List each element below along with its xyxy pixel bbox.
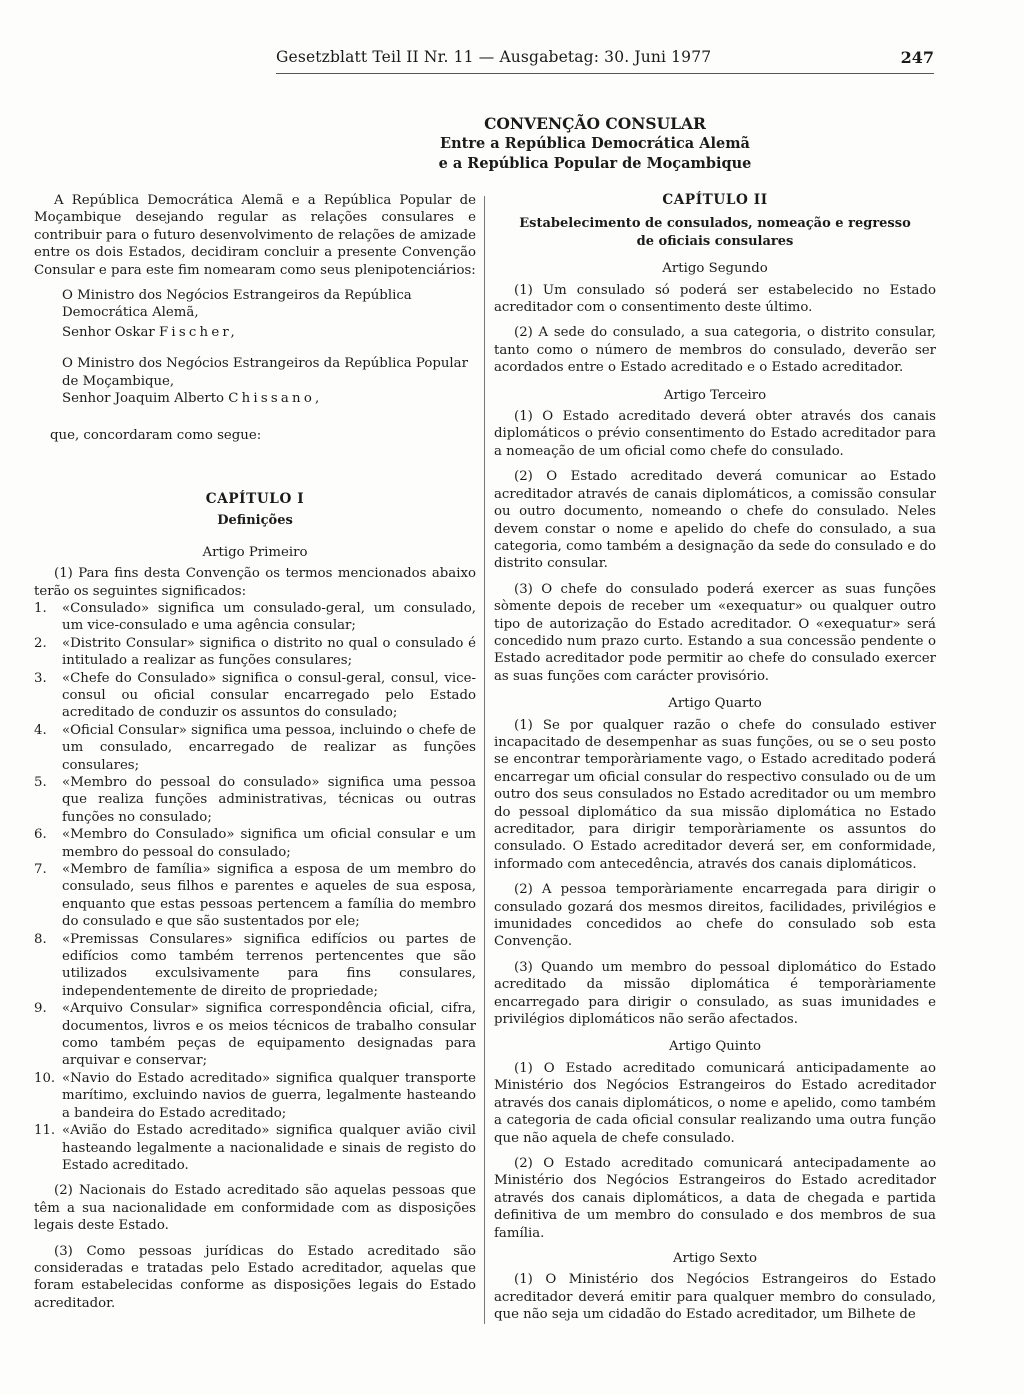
- article-heading: Artigo Segundo: [662, 261, 768, 277]
- definition-item: [34, 774, 476, 826]
- paragraph: (2) O Estado acreditado comunicará antecipadamente ao Ministério dos Negócios Estrangeiros do Estado acreditador através dos canais diplomáticos, a data de chegada e partida definitiva de um membro do consulado e dos membros de sua família.: [494, 1155, 936, 1241]
- paragraph: (3) Como pessoas jurídicas do Estado acreditado são consideradas e tratadas pelo Estado acreditador, aquelas que foram estabelecidas conforme as disposições legais do Estado acreditador.: [34, 1243, 476, 1311]
- signatory-mozambique-name: Chissano,: [228, 391, 323, 407]
- chapter-heading: CAPÍTULO I: [205, 490, 305, 507]
- definition-item: [34, 861, 476, 931]
- definition-number: 9.: [34, 1001, 47, 1017]
- chapter-title: Definições: [217, 513, 293, 529]
- definition-item: [34, 931, 476, 1001]
- definition-number: 5.: [34, 774, 47, 790]
- definitions-list: [34, 600, 476, 1174]
- gazette-title: Gesetzblatt Teil II Nr. 11 — Ausgabetag: 30. Juni 1977: [276, 48, 712, 66]
- signatory-gdr: [62, 287, 476, 341]
- document-title-block: [300, 114, 890, 174]
- signatory-gdr-name: Fischer,: [159, 324, 238, 340]
- paragraph: (3) O chefe do consulado poderá exercer as suas funções sòmente depois de receber um «exequatur» ou qualquer outro tipo de autorização do Estado acreditador. O «exequatur» será concedido num prazo curto. Estando a sua concessão pendente o Estado acreditador pode permitir ao chefe do consulado exercer as suas funções com carácter provisório.: [494, 581, 936, 684]
- paragraph: (1) O Estado acreditado deverá obter através dos canais diplomáticos o prévio consentimento do Estado acreditador para a nomeação de um oficial como chefe do consulado.: [494, 409, 936, 459]
- definition-text: «Avião do Estado acreditado» significa qualquer avião civil hasteando legalmente a nacionalidade e sinais de registo do Estado acreditado.: [62, 1123, 476, 1173]
- definition-number: 6.: [34, 827, 47, 843]
- paragraph: (1) O Ministério dos Negócios Estrangeiros do Estado acreditador deverá emitir para qualquer membro do consulado, que não seja um cidadão do Estado acreditador, um Bilhete de: [494, 1272, 936, 1323]
- definition-item: [34, 826, 476, 861]
- article-heading: Artigo Quinto: [669, 1039, 761, 1055]
- paragraph: (1) O Estado acreditado comunicará anticipadamente ao Ministério dos Negócios Estrangeiros do Estado acreditador através dos canais diplomáticos, o nome e apelido, como também a categoria de cada oficial consular realizando uma outra função que não aquela de chefe consulado.: [494, 1060, 936, 1146]
- article-heading: Artigo Terceiro: [663, 387, 767, 403]
- definition-text: «Membro de família» significa a esposa de um membro do consulado, seus filhos e parentes e aqueles de sua esposa, enquanto que estas pessoas pertencem a família do membro do consulado e que são sustentados por ele;: [62, 862, 476, 930]
- definition-number: 2.: [34, 635, 47, 651]
- article-heading: Artigo Sexto: [672, 1250, 758, 1266]
- paragraph: (3) Quando um membro do pessoal diplomático do Estado acreditado da missão diplomática é temporàriamente encarregado para dirigir o consulado, as suas imunidades e privilégios diplomáticos não serão afectados.: [494, 959, 936, 1028]
- signatory-gdr-prefix: Senhor Oskar: [62, 324, 155, 340]
- chapter-title-line-2: de oficiais consulares: [636, 233, 794, 249]
- definition-item: [34, 670, 476, 722]
- signatory-mozambique-title: O Ministro dos Negócios Estrangeiros da República Popular de Moçambique,: [62, 356, 468, 389]
- definition-text: «Chefe do Consulado» significa o consul-geral, consul, vice-consul ou oficial consular encarregado pelo Estado acreditado de conduzir os assuntos do consulado;: [62, 670, 476, 721]
- document-subtitle-1: Entre a República Democrática Alemã: [440, 135, 750, 152]
- preamble: A República Democrática Alemã e a República Popular de Moçambique desejando regular as relações consulares e contribuir para o futuro desenvolvimento de relações de amizade entre os dois Estados, decidiram concluir a presente Convenção Consular e para este fim nomearam como seus plenipotenciários:: [34, 193, 476, 278]
- definition-number: 1.: [34, 600, 47, 616]
- right-column: [494, 192, 936, 1324]
- definition-number: 3.: [34, 670, 47, 686]
- definition-item: [34, 635, 476, 670]
- definition-number: 11.: [34, 1123, 56, 1139]
- definition-item: [34, 1000, 476, 1070]
- chapter-title-line-1: Estabelecimento de consulados, nomeação e regresso: [519, 216, 911, 232]
- article-heading: Artigo Quarto: [668, 696, 762, 712]
- document-title: CONVENÇÃO CONSULAR: [484, 114, 706, 133]
- paragraph: (2) A sede do consulado, a sua categoria, o distrito consular, tanto como o número de membros do consulado, deverão ser acordados entre o Estado acreditado e o Estado acreditador.: [494, 325, 936, 376]
- paragraph: (2) Nacionais do Estado acreditado são aquelas pessoas que têm a sua nacionalidade em conformidade com as disposições legais deste Estado.: [34, 1183, 476, 1234]
- paragraph: (1) Se por qualquer razão o chefe do consulado estiver incapacitado de desempenhar as suas funções, ou se o seu posto se encontrar temporàriamente vago, o Estado acreditado poderá encarregar um oficial consular do respectivo consulado ou de um outro dos seus consulados no Estado acreditador ou um membro do pessoal diplomático da sua missão diplomática no Estado acreditador, para dirigir temporàriamente os assuntos do consulado. O Estado acreditador deverá ser, em conformidade, informado com antecedência, através dos canais diplomáticos.: [494, 717, 936, 872]
- definition-number: 7.: [34, 862, 47, 877]
- definition-number: 10.: [34, 1070, 56, 1086]
- definition-item: [34, 1070, 476, 1122]
- document-subtitle-2: e a República Popular de Moçambique: [438, 155, 752, 172]
- running-header: [0, 48, 1024, 70]
- definition-text: «Premissas Consulares» significa edifícios ou partes de edifícios como também terrenos pertencentes que são utilizados exculsivamente para fins consulares, independentemente de direito de propriedade;: [62, 931, 476, 999]
- paragraph: (2) A pessoa temporàriamente encarregada para dirigir o consulado gozará dos mesmos direitos, facilidades, privilégios e imunidades concedidos ao chefe do consulado sob esta Convenção.: [494, 882, 936, 950]
- paragraph: (2) O Estado acreditado deverá comunicar ao Estado acreditador através de canais diplomáticos, a comissão consular ou outro documento, nomeando o chefe do consulado. Neles devem constar o nome e apelido do chefe do consulado, a sua categoria, como também a designação da sede do consulado e do distrito consular.: [494, 469, 936, 572]
- agreement-clause: que, concordaram como segue:: [50, 428, 262, 444]
- definition-text: «Membro do pessoal do consulado» significa uma pessoa que realiza funções administrativas, técnicas ou outras funções no consulado;: [62, 774, 476, 825]
- definition-item: [34, 600, 476, 635]
- definition-number: 4.: [34, 722, 47, 738]
- definition-text: «Navio do Estado acreditado» significa qualquer transporte marítimo, excluindo navios de guerra, legalmente hasteando a bandeira do Estado acreditado;: [62, 1070, 476, 1121]
- definition-text: «Consulado» significa um consulado-geral, um consulado, um vice-consulado e uma agência consular;: [62, 600, 476, 634]
- signatory-mozambique-prefix: Senhor Joaquim Alberto: [62, 391, 225, 407]
- paragraph: (1) Um consulado só poderá ser estabelecido no Estado acreditador com o consentimento deste último.: [494, 282, 936, 316]
- definition-item: [34, 1122, 476, 1174]
- signatory-gdr-title: O Ministro dos Negócios Estrangeiros da República Democrática Alemã,: [62, 288, 412, 321]
- definition-text: «Distrito Consular» significa o distrito no qual o consulado é intitulado a realizar as funções consulares;: [62, 635, 476, 669]
- definition-number: 8.: [34, 931, 47, 947]
- left-column: [34, 192, 476, 1312]
- definition-text: «Oficial Consular» significa uma pessoa, incluindo o chefe de um consulado, encarregado de realizar as funções consulares;: [62, 722, 476, 773]
- article-heading: Artigo Primeiro: [202, 544, 308, 560]
- signatory-mozambique: [62, 355, 476, 407]
- chapter-heading: CAPÍTULO II: [662, 192, 768, 208]
- column-divider: [484, 196, 485, 1324]
- definition-text: «Arquivo Consular» significa correspondência oficial, cifra, documentos, livros e os meios técnicos de trabalho consular como também peças de equipamento designadas para arquivar e conservar;: [62, 1001, 476, 1069]
- header-rule: [276, 73, 934, 74]
- definition-text: «Membro do Consulado» significa um oficial consular e um membro do pessoal do consulado;: [62, 827, 476, 860]
- definition-item: [34, 722, 476, 774]
- paragraph: (1) Para fins desta Convenção os termos mencionados abaixo terão os seguintes significados:: [34, 566, 476, 599]
- page-number: 247: [900, 48, 934, 67]
